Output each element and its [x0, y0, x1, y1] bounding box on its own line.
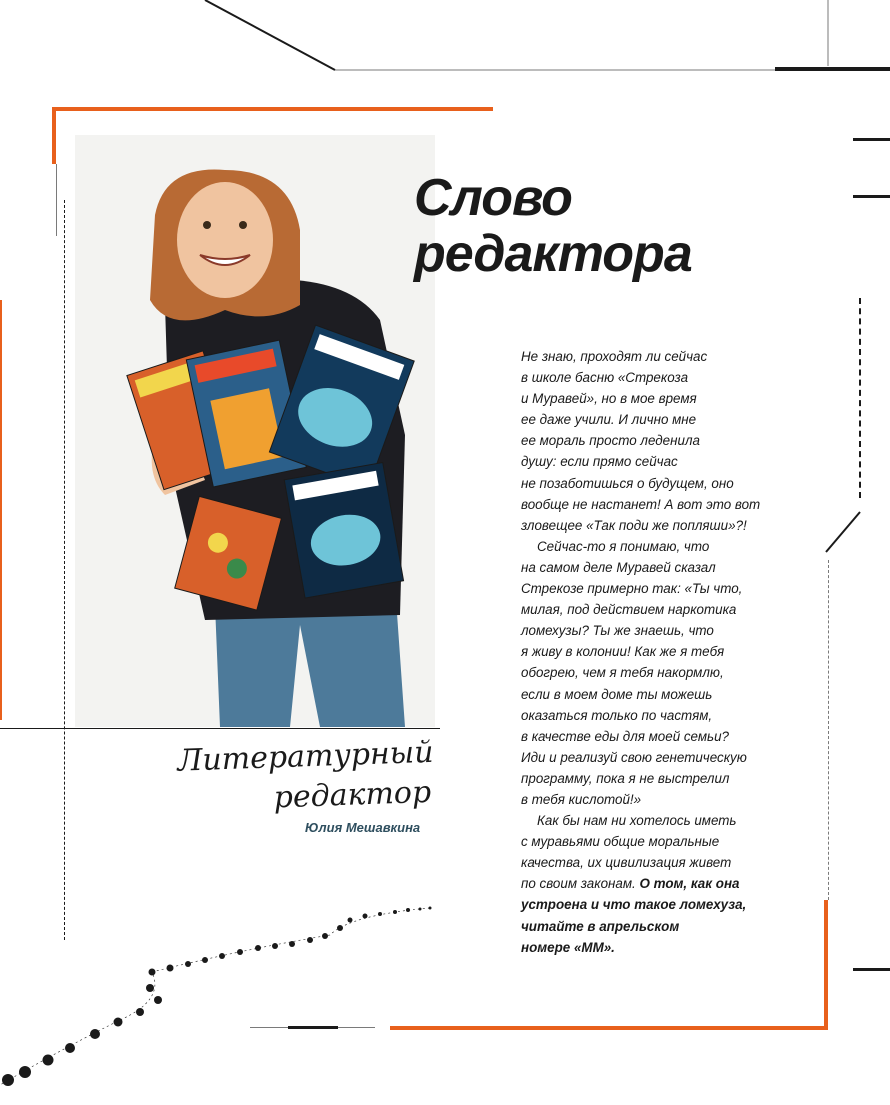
text-line: обогрею, чем я тебя накормлю, — [521, 665, 724, 681]
decor-diagonal-right — [824, 510, 864, 555]
photo-caption-line — [0, 728, 440, 729]
ant-trail-svg — [0, 900, 440, 1100]
text-line: не позаботишься о будущем, оно — [521, 475, 734, 491]
editorial-text — [521, 346, 821, 958]
signature-role — [177, 732, 450, 821]
text-line-bold: номере «ММ». — [521, 939, 615, 955]
signature-role-line-2: редактор — [273, 774, 432, 816]
text-line: Не знаю, проходят ли сейчас — [521, 349, 708, 364]
dash-right-2 — [853, 195, 890, 198]
title-line-1: Слово — [414, 169, 572, 227]
text-line-mixed — [521, 873, 821, 894]
editor-photo — [75, 135, 435, 727]
text-line: качества, их цивилизация живет — [521, 855, 732, 871]
author-name: Юлия Мешавкина — [305, 820, 421, 835]
decor-lines-top-svg — [0, 0, 890, 80]
editor-photo-illustration — [75, 135, 435, 727]
text-line: в тебя кислотой!» — [521, 791, 642, 807]
text-line: Сейчас-то я понимаю, что — [537, 538, 710, 554]
text-line: ее даже учили. И лично мне — [521, 412, 697, 428]
title-line-2: редактора — [414, 225, 692, 283]
text-line: на самом деле Муравей сказал — [521, 559, 716, 575]
text-fragment: по своим законам. — [521, 876, 636, 892]
text-line: Иди и реализуй свою генетическую — [521, 749, 747, 765]
decor-diagonal-top — [0, 0, 890, 80]
dash-right-3 — [853, 968, 890, 971]
text-line: программу, пока я не выстрелил — [521, 770, 730, 786]
text-line: Стрекозе примерно так: «Ты что, — [521, 581, 743, 597]
dash-right-1 — [853, 138, 890, 141]
decor-diagonal-right-svg — [824, 510, 864, 555]
orange-frame-right — [824, 900, 828, 1030]
gray-frame-left — [56, 164, 57, 236]
dashed-vertical-mid — [828, 560, 830, 900]
orange-frame-left — [52, 107, 56, 164]
text-line: душу: если прямо сейчас — [521, 454, 678, 470]
text-line-bold: читайте в апрельском — [521, 918, 680, 934]
text-fragment-bold: О том, как она — [639, 876, 740, 892]
signature-role-line-1: Литературный — [176, 734, 435, 779]
orange-frame-bottom — [390, 1026, 828, 1030]
text-line: зловещее «Так поди же попляши»?! — [521, 517, 747, 533]
orange-frame-top — [52, 107, 493, 111]
text-line: милая, под действием наркотика — [521, 602, 737, 618]
page-title — [414, 170, 692, 282]
dashed-vertical-left — [64, 200, 67, 940]
text-line: с муравьями общие моральные — [521, 834, 720, 850]
text-line: в качестве еды для моей семьи? — [521, 728, 729, 744]
text-line: в школе басню «Стрекоза — [521, 370, 689, 386]
text-line: ее мораль просто леденила — [521, 433, 700, 449]
text-line: Как бы нам ни хотелось иметь — [537, 813, 737, 829]
page-edge-orange — [0, 300, 2, 720]
text-line: я живу в колонии! Как же я тебя — [521, 644, 725, 660]
text-line-bold: устроена и что такое ломехуза, — [521, 897, 747, 913]
text-line: ломехузы? Ты же знаешь, что — [521, 623, 714, 639]
ant-trail-illustration — [0, 900, 440, 1100]
text-line: если в моем доме ты можешь — [521, 686, 713, 702]
text-line: вообще не настанет! А вот это вот — [521, 496, 761, 512]
text-line: оказаться только по частям, — [521, 707, 713, 723]
text-line: и Муравей», но в мое время — [521, 391, 697, 407]
dashed-vertical-right — [859, 298, 863, 498]
